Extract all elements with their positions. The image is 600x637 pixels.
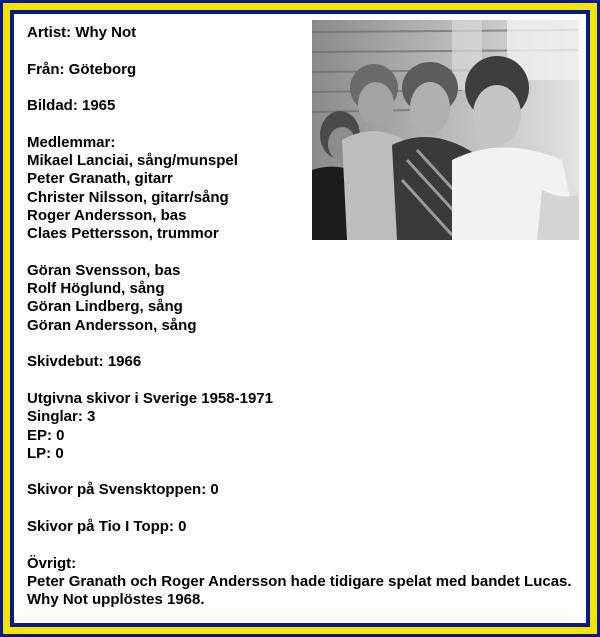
other-heading: Övrigt: bbox=[27, 554, 77, 572]
member-item: Claes Pettersson, trummor bbox=[27, 225, 219, 243]
debut-line: Skivdebut: 1966 bbox=[27, 353, 142, 371]
member-item: Peter Granath, gitarr bbox=[27, 170, 173, 188]
svensktoppen-line: Skivor på Svensktoppen: 0 bbox=[27, 481, 219, 499]
info-text bbox=[27, 24, 582, 628]
from-line: Från: Göteborg bbox=[27, 60, 137, 78]
info-card bbox=[14, 14, 586, 623]
member-item: Christer Nilsson, gitarr/sång bbox=[27, 188, 229, 206]
artist-line: Artist: Why Not bbox=[27, 24, 137, 41]
tio-i-topp-line: Skivor på Tio I Topp: 0 bbox=[27, 518, 187, 536]
later-member-item: Göran Lindberg, sång bbox=[27, 298, 183, 316]
releases-heading: Utgivna skivor i Sverige 1958-1971 bbox=[27, 389, 273, 407]
later-member-item: Rolf Höglund, sång bbox=[27, 280, 165, 298]
members-heading: Medlemmar: bbox=[27, 133, 116, 151]
ep-line: EP: 0 bbox=[27, 426, 65, 444]
later-member-item: Göran Svensson, bas bbox=[27, 261, 181, 279]
singles-line: Singlar: 3 bbox=[27, 408, 96, 426]
member-item: Roger Andersson, bas bbox=[27, 206, 187, 224]
lp-line: LP: 0 bbox=[27, 444, 64, 462]
member-item: Mikael Lanciai, sång/munspel bbox=[27, 152, 238, 170]
formed-line: Bildad: 1965 bbox=[27, 97, 116, 115]
other-text: Peter Granath och Roger Andersson hade tidigare spelat med bandet Lucas. Why Not upplöstes 1968. bbox=[27, 572, 572, 609]
later-member-item: Göran Andersson, sång bbox=[27, 316, 197, 334]
